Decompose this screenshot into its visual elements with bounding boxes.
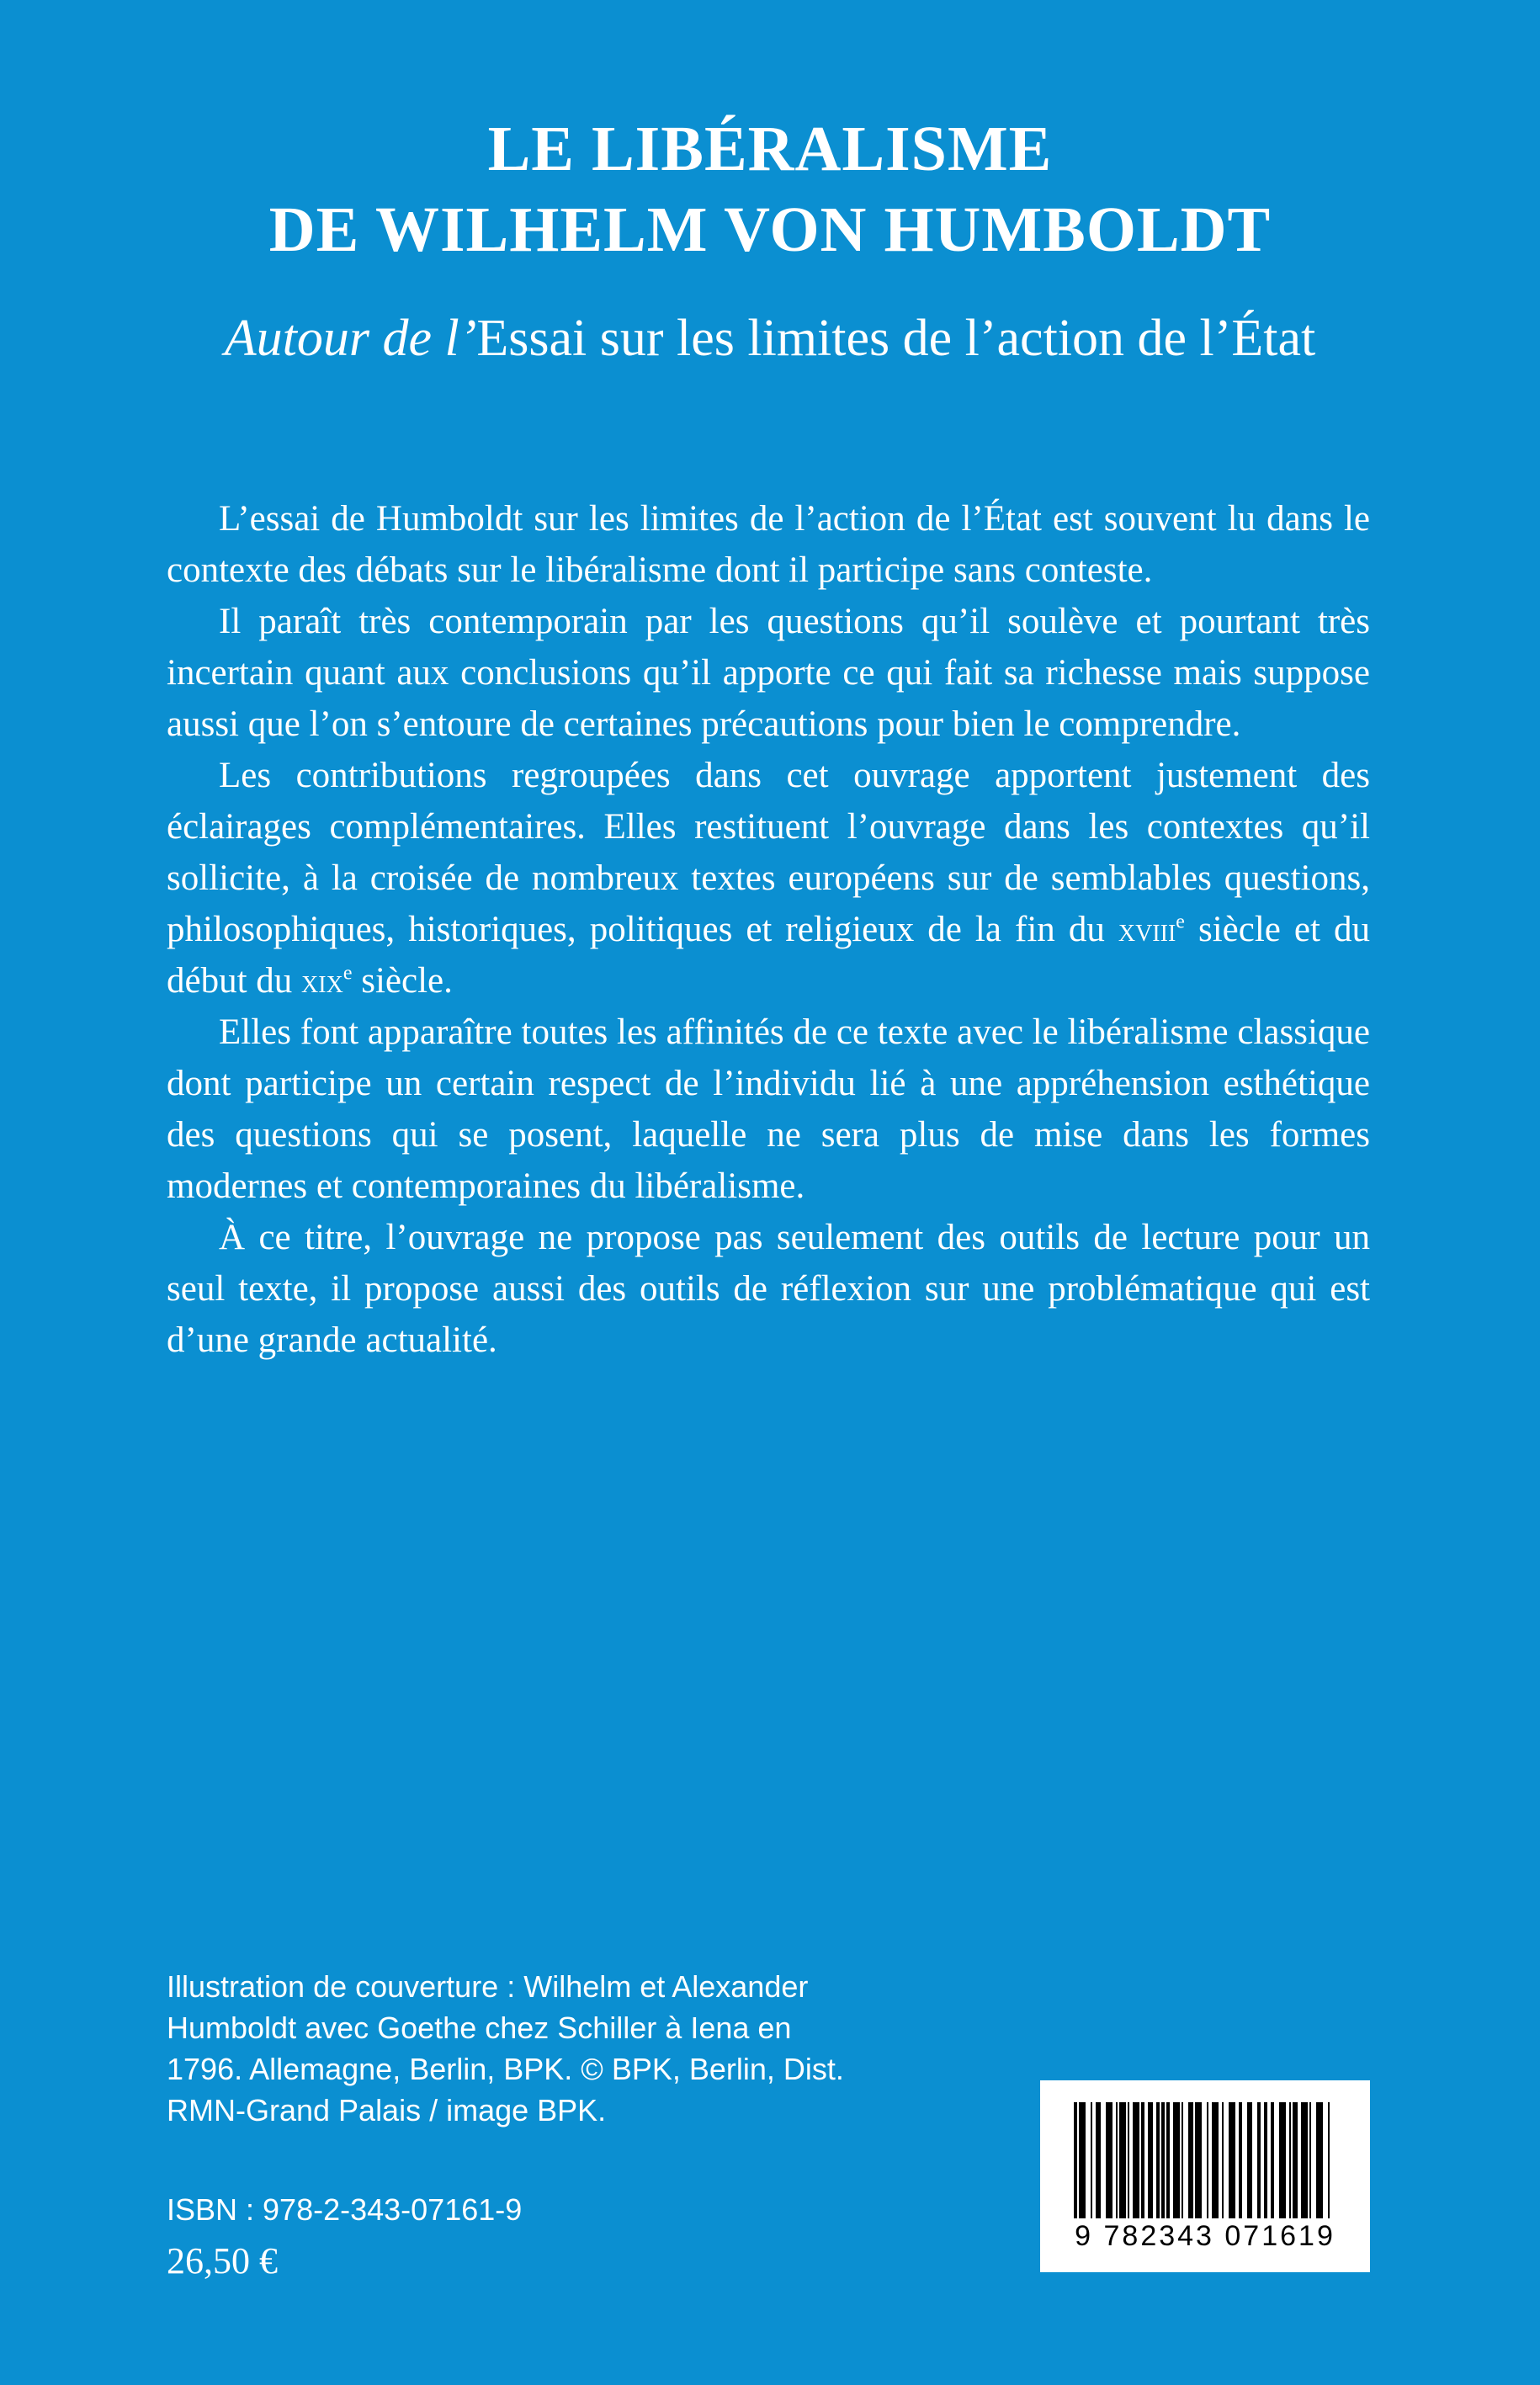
- blurb-p3-part-c: siècle.: [352, 961, 453, 1001]
- barcode-bar: [1141, 2102, 1144, 2218]
- book-subtitle: [0, 305, 1540, 372]
- barcode-bar: [1182, 2102, 1183, 2218]
- blurb-p3-part-a: Les contributions regroupées dans cet ouvrage apportent justement des éclairages complémentaires. Elles restituent l’ouvrage dans les contextes qu’il sollicite, à la croisée de nombreux textes européens sur de semblables questions, philosophiques, historiques, politiques et religieux de la fin du: [167, 756, 1370, 949]
- barcode-bar: [1301, 2102, 1308, 2218]
- book-title-line-1: LE LIBÉRALISME: [487, 114, 1053, 184]
- barcode: [1040, 2080, 1370, 2272]
- cover-illustration-credits: Illustration de couverture : Wilhelm et Alexander Humboldt avec Goethe chez Schiller à Iena en 1796. Allemagne, Berlin, BPK. © BPK, Berlin, Dist. RMN-Grand Palais / image BPK.: [167, 1969, 844, 2127]
- barcode-bar: [1212, 2102, 1219, 2218]
- blurb-paragraph-3: [167, 750, 1370, 1007]
- barcode-bar: [1328, 2102, 1330, 2218]
- barcode-bar: [1166, 2102, 1170, 2218]
- century-19: xix: [301, 962, 343, 1000]
- barcode-bar: [1148, 2102, 1153, 2218]
- barcode-bar: [1188, 2102, 1193, 2218]
- barcode-bar: [1128, 2102, 1129, 2218]
- barcode-digits: 9 782343 071619: [1075, 2220, 1336, 2252]
- barcode-bar: [1207, 2102, 1208, 2218]
- blurb-paragraph-5: À ce titre, l’ouvrage ne propose pas seulement des outils de lecture pour un seul texte, il propose aussi des outils de réflexion sur une problématique qui est d’une grande actualité.: [167, 1218, 1370, 1360]
- blurb-paragraph-1: L’essai de Humboldt sur les limites de l’action de l’État est souvent lu dans le contexte des débats sur le libéralisme dont il participe sans conteste.: [167, 499, 1370, 590]
- barcode-bar: [1289, 2102, 1291, 2218]
- barcode-bar: [1279, 2102, 1286, 2218]
- blurb-p3-part-b: siècle et du début du: [167, 910, 1370, 1001]
- blurb-paragraph-4: Elles font apparaître toutes les affinités de ce texte avec le libéralisme classique dont participe un certain respect de l’individu lié à une appréhension esthétique des questions qui se posent, laquelle ne sera plus de mise dans les formes modernes et contemporaines du libéralisme.: [167, 1012, 1370, 1206]
- barcode-bar: [1119, 2102, 1126, 2218]
- subtitle-roman: Essai sur les limites de l’action de l’État: [476, 310, 1316, 367]
- barcode-bar: [1222, 2102, 1224, 2218]
- barcode-bar: [1116, 2102, 1118, 2218]
- barcode-bar: [1293, 2102, 1298, 2218]
- blurb: [167, 493, 1370, 1366]
- barcode-bar: [1264, 2102, 1267, 2218]
- barcode-bar: [1173, 2102, 1180, 2218]
- barcode-bar: [1096, 2102, 1101, 2218]
- barcode-bars: [1040, 2080, 1370, 2223]
- century-19-superscript: e: [343, 962, 353, 985]
- book-title-line-2: DE WILHELM VON HUMBOLDT: [268, 194, 1272, 265]
- isbn: ISBN : 978-2-343-07161-9: [167, 2192, 523, 2227]
- price: 26,50 €: [167, 2240, 278, 2281]
- barcode-bar: [1161, 2102, 1165, 2218]
- barcode-bar: [1091, 2102, 1092, 2218]
- subtitle-italic: Autour de l’: [224, 310, 477, 367]
- barcode-bar: [1079, 2102, 1086, 2218]
- barcode-bar: [1316, 2102, 1323, 2218]
- barcode-bar: [1257, 2102, 1261, 2218]
- barcode-bar: [1239, 2102, 1242, 2218]
- century-18-superscript: e: [1176, 911, 1185, 933]
- barcode-bar: [1229, 2102, 1235, 2218]
- barcode-bar: [1074, 2102, 1077, 2218]
- barcode-bar: [1309, 2102, 1311, 2218]
- barcode-bar: [1195, 2102, 1202, 2218]
- blurb-paragraph-2: Il paraît très contemporain par les questions qu’il soulève et pourtant très incertain quant aux conclusions qu’il apporte ce qui fait sa richesse mais suppose aussi que l’on s’entoure de certaines précautions pour bien le comprendre.: [167, 602, 1370, 744]
- barcode-bar: [1106, 2102, 1113, 2218]
- barcode-bar: [1133, 2102, 1139, 2218]
- barcode-bar: [1271, 2102, 1274, 2218]
- century-18: xviii: [1118, 911, 1176, 948]
- barcode-bar: [1247, 2102, 1252, 2218]
- barcode-bar: [1156, 2102, 1160, 2218]
